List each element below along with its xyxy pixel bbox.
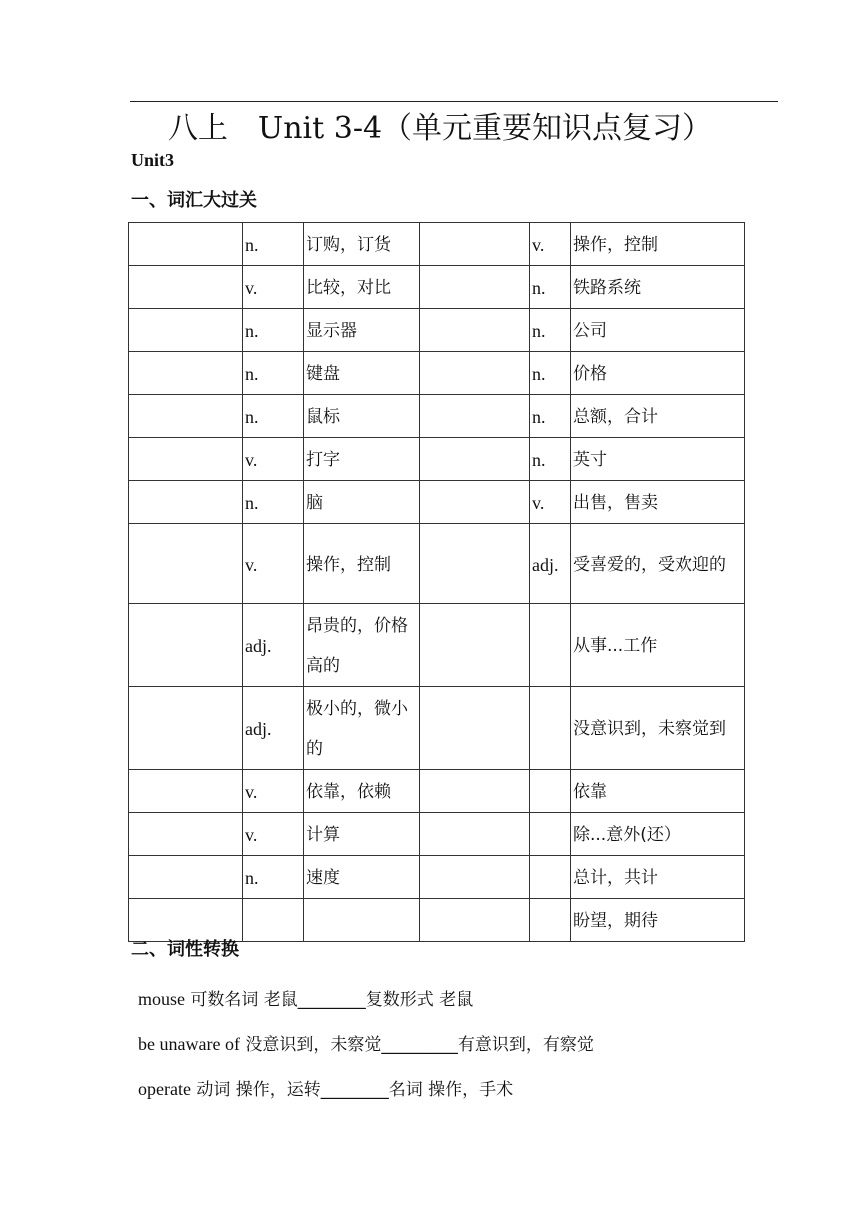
word-blank-2	[420, 524, 530, 604]
meaning-2: 铁路系统	[571, 266, 745, 309]
word-form-line-2	[138, 1030, 594, 1055]
word-blank-2	[420, 266, 530, 309]
part-of-speech-2	[530, 604, 571, 687]
meaning-1: 订购，订货	[304, 223, 420, 266]
word-form-source: mouse	[138, 989, 185, 1009]
meaning-1: 鼠标	[304, 395, 420, 438]
meaning-2: 总计，共计	[571, 856, 745, 899]
part-of-speech-1: n.	[243, 395, 304, 438]
word-form-line-3	[138, 1075, 513, 1100]
part-of-speech-2	[530, 770, 571, 813]
meaning-2: 除...意外(还）	[571, 813, 745, 856]
word-blank-1	[129, 524, 243, 604]
word-form-source: be unaware of	[138, 1034, 240, 1054]
word-blank-1	[129, 813, 243, 856]
meaning-2: 操作，控制	[571, 223, 745, 266]
word-blank-2	[420, 309, 530, 352]
meaning-2: 受喜爱的，受欢迎的	[571, 524, 745, 604]
word-blank-2	[420, 223, 530, 266]
meaning-1	[304, 899, 420, 942]
header-rule	[130, 101, 778, 102]
part-of-speech-1: n.	[243, 309, 304, 352]
word-form-text: 动词 操作，运转________名词 操作，手术	[190, 1080, 514, 1100]
word-blank-1	[129, 223, 243, 266]
part-of-speech-1: v.	[243, 813, 304, 856]
part-of-speech-1: v.	[243, 524, 304, 604]
word-blank-2	[420, 899, 530, 942]
meaning-2: 价格	[571, 352, 745, 395]
word-form-text: 没意识到，未察觉_________有意识到，有察觉	[239, 1035, 594, 1055]
meaning-1: 速度	[304, 856, 420, 899]
word-blank-2	[420, 604, 530, 687]
part-of-speech-2	[530, 687, 571, 770]
word-form-text: 可数名词 老鼠________复数形式 老鼠	[185, 990, 474, 1010]
meaning-1: 极小的，微小的	[304, 687, 420, 770]
table-row	[129, 352, 745, 395]
part-of-speech-2: v.	[530, 481, 571, 524]
part-of-speech-1: n.	[243, 856, 304, 899]
meaning-2: 依靠	[571, 770, 745, 813]
table-row	[129, 266, 745, 309]
table-row	[129, 687, 745, 770]
part-of-speech-1: adj.	[243, 604, 304, 687]
word-blank-1	[129, 309, 243, 352]
part-of-speech-2: n.	[530, 266, 571, 309]
table-row	[129, 524, 745, 604]
meaning-2: 从事...工作	[571, 604, 745, 687]
word-blank-1	[129, 438, 243, 481]
part-of-speech-1: v.	[243, 770, 304, 813]
part-of-speech-1: n.	[243, 223, 304, 266]
part-of-speech-1: v.	[243, 438, 304, 481]
part-of-speech-2	[530, 899, 571, 942]
meaning-2: 出售，售卖	[571, 481, 745, 524]
table-row	[129, 309, 745, 352]
word-blank-1	[129, 395, 243, 438]
part-of-speech-2: n.	[530, 352, 571, 395]
table-row	[129, 395, 745, 438]
part-of-speech-2: adj.	[530, 524, 571, 604]
table-row	[129, 604, 745, 687]
word-blank-1	[129, 604, 243, 687]
meaning-2: 公司	[571, 309, 745, 352]
meaning-2: 总额，合计	[571, 395, 745, 438]
word-blank-2	[420, 352, 530, 395]
meaning-2: 盼望，期待	[571, 899, 745, 942]
part-of-speech-1: v.	[243, 266, 304, 309]
meaning-2: 没意识到，未察觉到	[571, 687, 745, 770]
table-row	[129, 770, 745, 813]
word-blank-1	[129, 266, 243, 309]
word-form-source: operate	[138, 1079, 191, 1099]
meaning-1: 依靠，依赖	[304, 770, 420, 813]
word-blank-1	[129, 856, 243, 899]
meaning-1: 计算	[304, 813, 420, 856]
word-blank-2	[420, 481, 530, 524]
word-blank-1	[129, 481, 243, 524]
table-row	[129, 481, 745, 524]
section-heading-word-forms: 二、词性转换	[131, 939, 239, 960]
part-of-speech-2: n.	[530, 438, 571, 481]
meaning-1: 比较，对比	[304, 266, 420, 309]
part-of-speech-2	[530, 813, 571, 856]
word-blank-1	[129, 352, 243, 395]
part-of-speech-1: n.	[243, 481, 304, 524]
word-blank-2	[420, 770, 530, 813]
meaning-1: 昂贵的，价格高的	[304, 604, 420, 687]
part-of-speech-1: n.	[243, 352, 304, 395]
part-of-speech-1: adj.	[243, 687, 304, 770]
unit-label: Unit3	[131, 150, 175, 170]
part-of-speech-2	[530, 856, 571, 899]
table-row	[129, 438, 745, 481]
section-heading-vocabulary: 一、词汇大过关	[131, 190, 257, 211]
vocabulary-table	[128, 222, 745, 942]
part-of-speech-2: v.	[530, 223, 571, 266]
meaning-1: 打字	[304, 438, 420, 481]
word-form-line-1	[138, 985, 473, 1010]
meaning-1: 显示器	[304, 309, 420, 352]
word-blank-2	[420, 856, 530, 899]
part-of-speech-1	[243, 899, 304, 942]
table-row	[129, 813, 745, 856]
table-row	[129, 856, 745, 899]
meaning-1: 键盘	[304, 352, 420, 395]
word-blank-2	[420, 438, 530, 481]
word-blank-1	[129, 687, 243, 770]
meaning-1: 脑	[304, 481, 420, 524]
page-title: 八上 Unit 3-4（单元重要知识点复习）	[167, 111, 713, 146]
word-blank-2	[420, 813, 530, 856]
meaning-2: 英寸	[571, 438, 745, 481]
part-of-speech-2: n.	[530, 309, 571, 352]
word-blank-1	[129, 770, 243, 813]
table-row	[129, 223, 745, 266]
word-blank-2	[420, 395, 530, 438]
word-blank-2	[420, 687, 530, 770]
part-of-speech-2: n.	[530, 395, 571, 438]
meaning-1: 操作，控制	[304, 524, 420, 604]
